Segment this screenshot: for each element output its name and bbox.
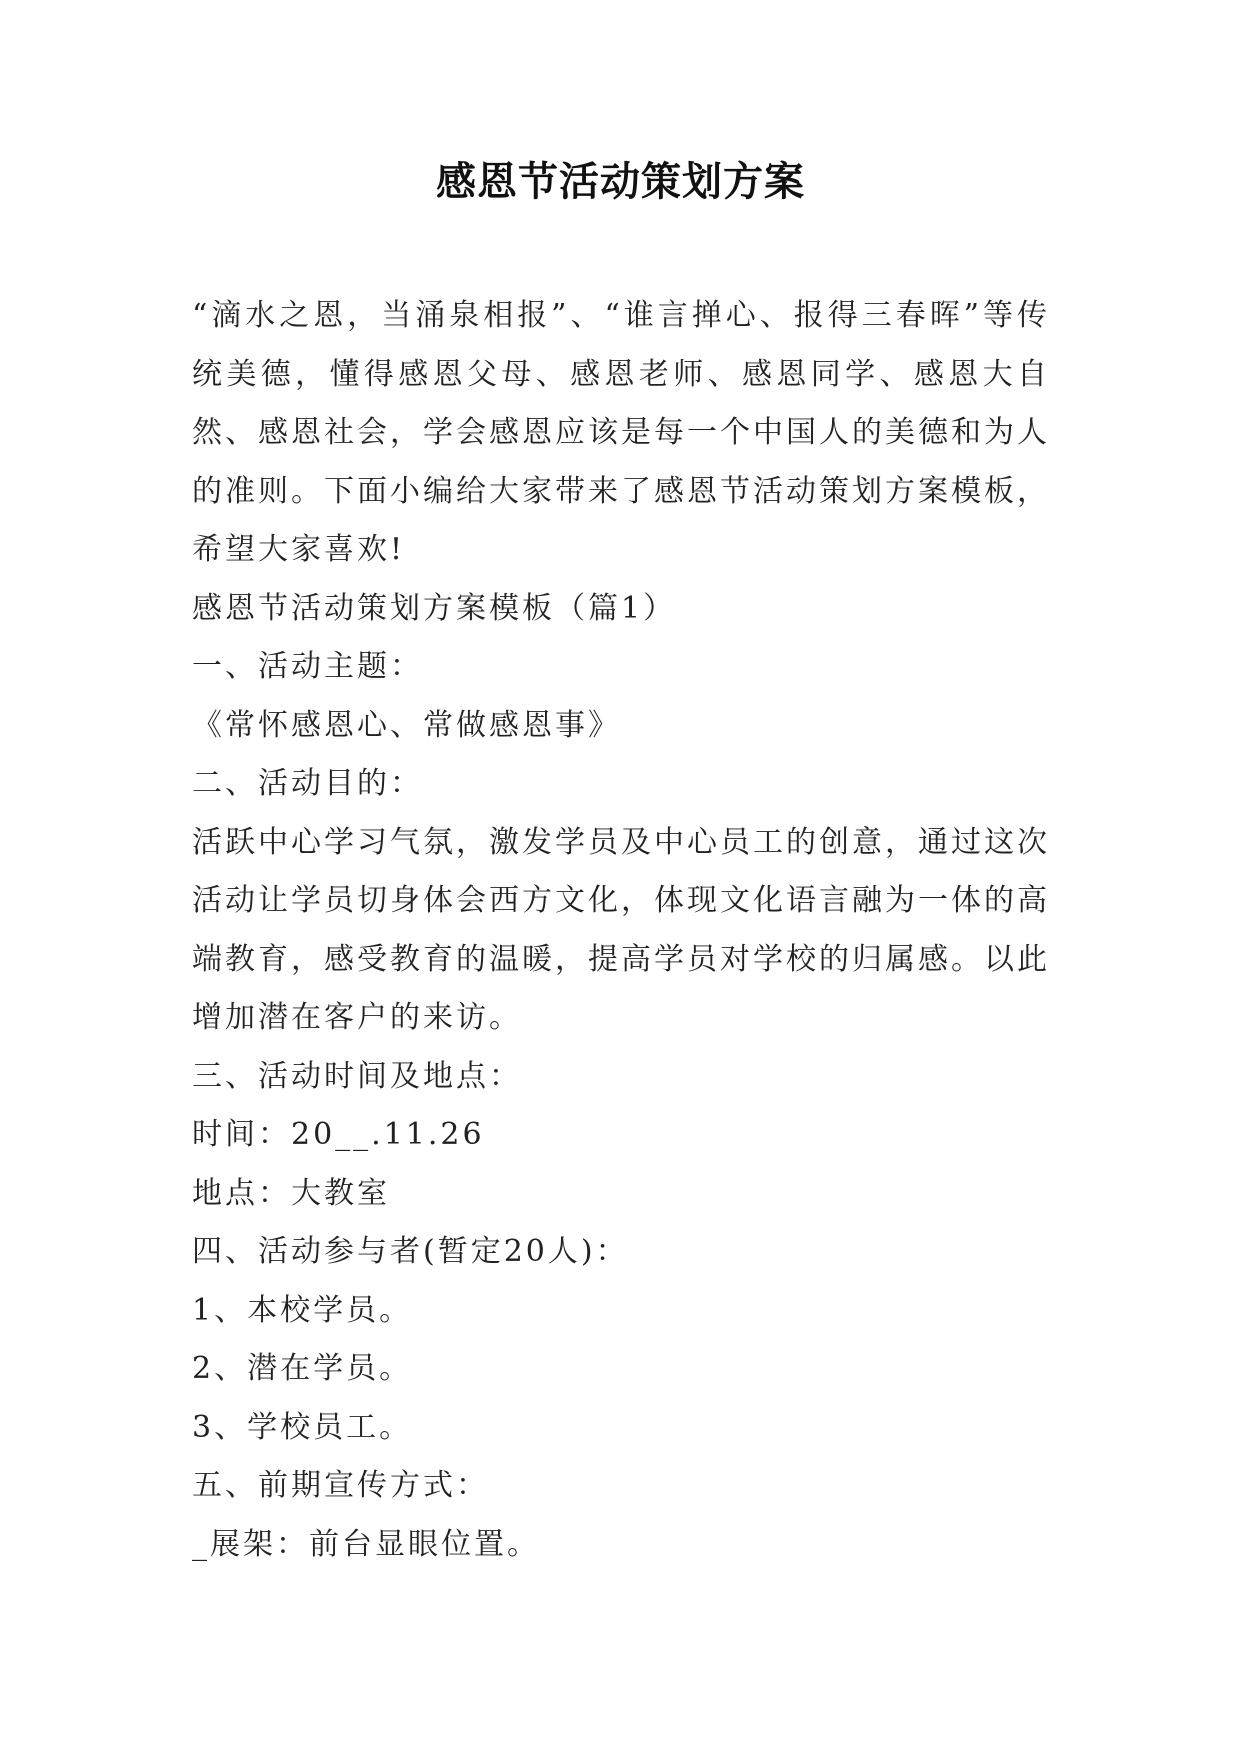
heading-theme: 一、活动主题： bbox=[192, 649, 423, 684]
participant-item: 2、潜在学员。 bbox=[192, 1351, 413, 1386]
section-title: 感恩节活动策划方案模板（篇1） bbox=[192, 590, 677, 626]
heading-participants: 四、活动参与者(暂定20人)： bbox=[192, 1234, 629, 1269]
heading-time-place: 三、活动时间及地点： bbox=[192, 1058, 522, 1094]
participant-item: 3、学校员工。 bbox=[192, 1409, 413, 1445]
time-line: 时间：20__.11.26 bbox=[192, 1117, 485, 1152]
promotion-line: _展架：前台显眼位置。 bbox=[192, 1526, 540, 1562]
theme-text: 《常怀感恩心、常做感恩事》 bbox=[192, 707, 621, 743]
heading-purpose: 二、活动目的： bbox=[192, 766, 423, 801]
document-body bbox=[192, 287, 1050, 1574]
document-title: 感恩节活动策划方案 bbox=[436, 158, 805, 205]
purpose-paragraph: 活跃中心学习气氛，激发学员及中心员工的创意，通过这次活动让学员切身体会西方文化，体现文化语言融为一体的高端教育，感受教育的温暖，提高学员对学校的归属感。以此增加潜在客户的来访。 bbox=[192, 824, 1050, 1035]
place-line: 地点：大教室 bbox=[192, 1175, 390, 1211]
heading-promotion: 五、前期宣传方式： bbox=[192, 1468, 489, 1503]
intro-paragraph: “滴水之恩，当涌泉相报”、“谁言掸心、报得三春晖”等传统美德，懂得感恩父母、感恩老师、感恩同学、感恩大自然、感恩社会，学会感恩应该是每一个中国人的美德和为人的准则。下面小编给大家带来了感恩节活动策划方案模板，希望大家喜欢! bbox=[192, 298, 1050, 567]
participant-item: 1、本校学员。 bbox=[192, 1292, 413, 1328]
